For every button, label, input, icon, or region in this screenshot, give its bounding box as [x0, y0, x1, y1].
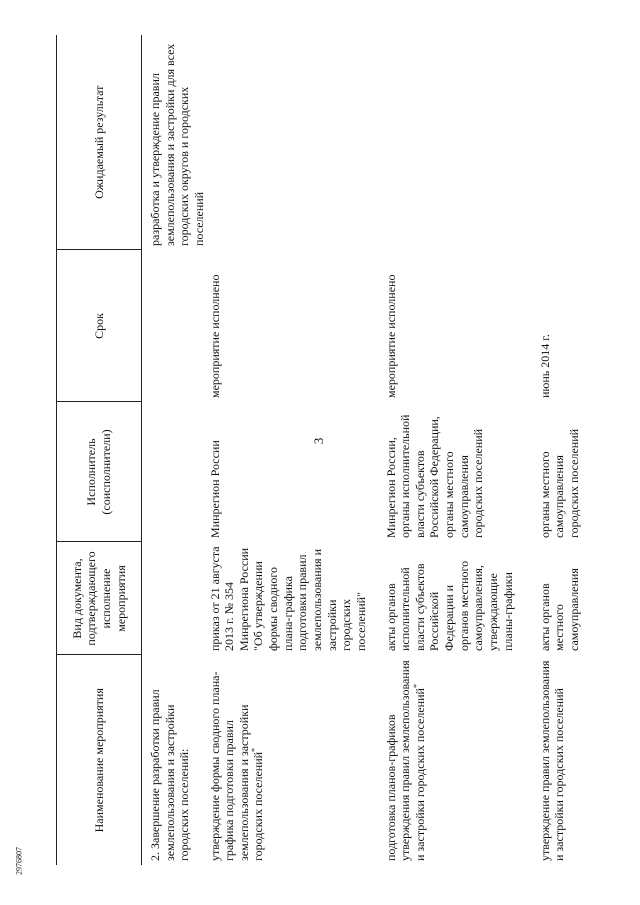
header-expected-result: Ожидаемый результат [57, 35, 142, 250]
section-expected-result: разработка и утверждение правил землепользования и застройки для всех городских округов и городских поселений [148, 43, 206, 246]
section-executor-cell [142, 402, 207, 542]
term-cell: июнь 2014 г. [537, 334, 552, 398]
section-document-cell [142, 542, 207, 655]
footnote-mark: * [250, 747, 260, 752]
section-title: 2. Завершение разработки правил землепользования и застройки городских поселений: [148, 689, 192, 861]
event-name-cell [383, 655, 537, 865]
header-document-type: Вид документа, подтверждающего исполнение мероприятия [57, 542, 142, 655]
event-name: подготовка планов-графиков утверждения правил землепользования и застройки городских поселений [383, 660, 427, 861]
landscape-sheet [56, 35, 616, 865]
action-plan-table [56, 35, 628, 865]
header-term: Срок [57, 250, 142, 402]
page-number: 3 [311, 437, 326, 445]
document-cell: приказ от 21 августа 2013 г. № 354 Минрегиона России "Об утверждении формы сводного плана-графика подготовки правил землепользования и застройки городских поселений" [207, 546, 368, 651]
rotated-page-area [56, 35, 616, 865]
result-cell [383, 35, 537, 250]
table-row-section [142, 35, 207, 865]
event-name: утверждение формы сводного плана-графика подготовки правил землепользования и застройки городских поселений [207, 671, 266, 861]
result-cell [207, 35, 383, 250]
table-row [207, 35, 383, 865]
table-row [383, 35, 537, 865]
event-name-cell [207, 655, 383, 865]
executor-cell: органы местного самоуправления городских поселений [537, 428, 581, 538]
event-name: утверждение правил землепользования и застройки городских поселений [537, 660, 567, 861]
term-cell: мероприятие исполнено [207, 274, 222, 398]
event-name-cell [537, 655, 628, 865]
document-code: 2976807 [14, 847, 24, 875]
header-event-name: Наименование мероприятия [57, 655, 142, 865]
result-cell [537, 35, 628, 250]
executor-cell: Минрегион России, органы исполнительной власти субъектов Российской Федерации, органы местного самоуправления городских поселений [383, 414, 486, 538]
footnote-mark: * [411, 684, 421, 689]
document-cell: акты органов местного самоуправления [537, 568, 581, 651]
header-executor: Исполнитель (соисполнители) [57, 402, 142, 542]
section-term-cell [142, 250, 207, 402]
document-cell: акты органов исполнительной власти субъектов Российской Федерации и органов местного самоуправления, утверждающие планы-графики [383, 560, 515, 651]
executor-cell: Минрегион России [207, 440, 222, 538]
table-header-row [57, 35, 142, 865]
term-cell: мероприятие исполнено [383, 274, 398, 398]
table-row [537, 35, 628, 865]
